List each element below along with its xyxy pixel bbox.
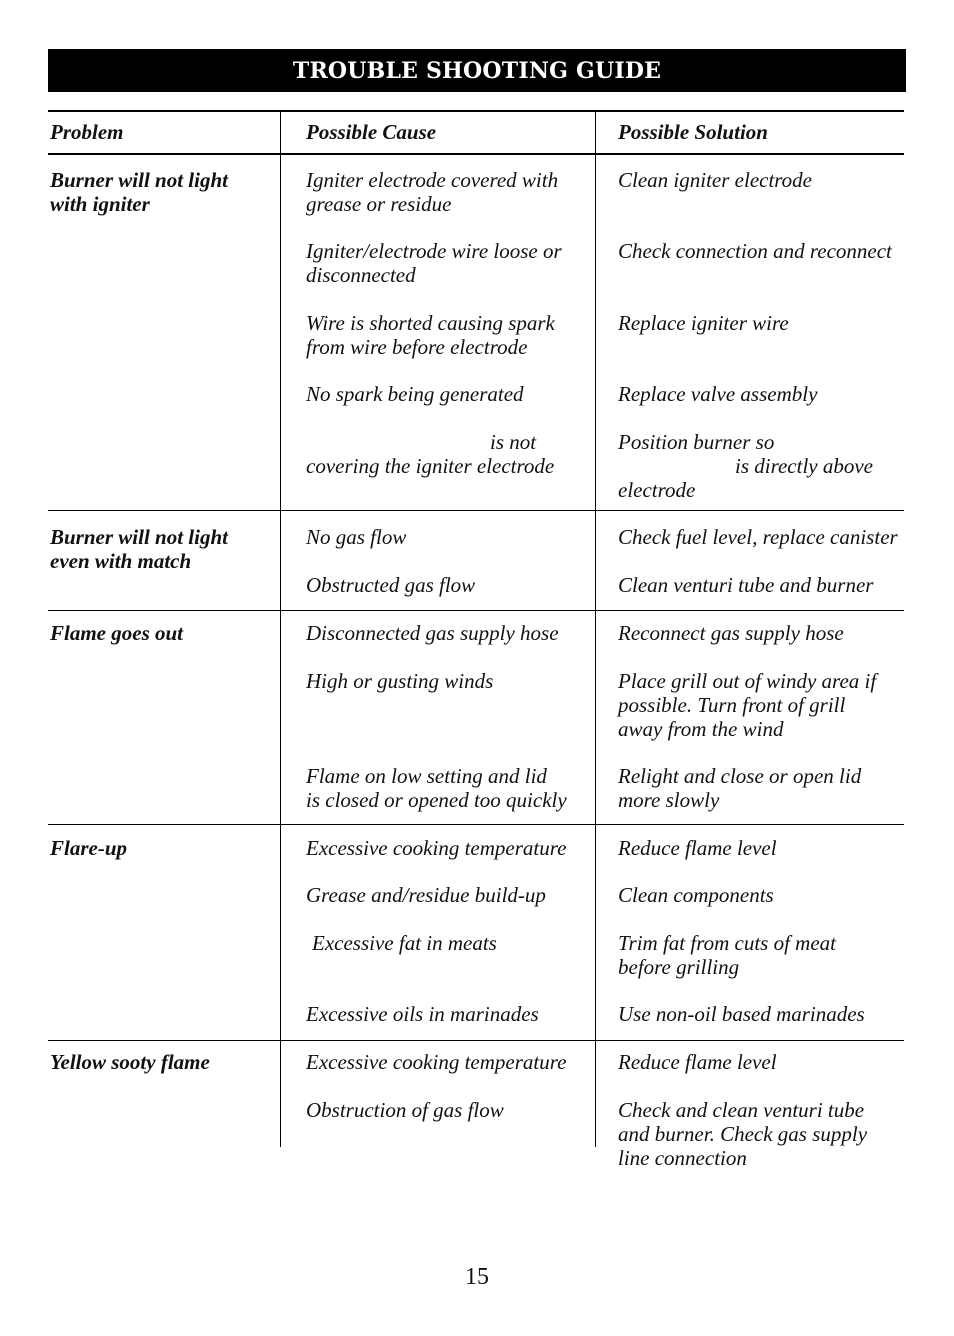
page-number: 15	[465, 1264, 489, 1290]
header-problem: Problem	[50, 120, 124, 144]
cause-cell: Excessive oils in marinades	[306, 1002, 539, 1026]
cause-cell: Grease and/residue build-up	[306, 883, 546, 907]
solution-cell: Position burner so is directly above electrode	[618, 430, 874, 502]
section-divider	[48, 610, 904, 611]
section-divider	[48, 1040, 904, 1041]
solution-cell: Reduce flame level	[618, 836, 777, 860]
cause-cell: is not covering the igniter electrode	[306, 430, 555, 478]
solution-cell: Relight and close or open lid more slowly	[618, 764, 862, 812]
problem-cell: Flare-up	[50, 836, 128, 860]
column-divider	[280, 111, 281, 1147]
solution-cell: Reduce flame level	[618, 1050, 777, 1074]
header-bottom-rule	[48, 153, 904, 155]
cause-cell: High or gusting winds	[306, 669, 494, 693]
cause-cell: Excessive cooking temperature	[306, 1050, 567, 1074]
header-cause: Possible Cause	[306, 120, 437, 144]
solution-cell: Check and clean venturi tube and burner. Check gas supply line connection	[618, 1098, 868, 1170]
cause-cell: Excessive cooking temperature	[306, 836, 567, 860]
cause-cell: Obstruction of gas flow	[306, 1098, 504, 1122]
solution-cell: Clean venturi tube and burner	[618, 573, 874, 597]
cause-cell: No gas flow	[306, 525, 407, 549]
cause-cell: Igniter/electrode wire loose or disconnected	[306, 239, 562, 287]
page-title: TROUBLE SHOOTING GUIDE	[48, 49, 906, 92]
solution-cell: Place grill out of windy area if possible. Turn front of grill away from the wind	[618, 669, 877, 741]
problem-cell: Flame goes out	[50, 621, 184, 645]
cause-cell: Obstructed gas flow	[306, 573, 476, 597]
cause-cell: Disconnected gas supply hose	[306, 621, 559, 645]
cause-cell: Wire is shorted causing spark from wire before electrode	[306, 311, 555, 359]
solution-cell: Use non-oil based marinades	[618, 1002, 865, 1026]
solution-cell: Clean components	[618, 883, 774, 907]
section-divider	[48, 510, 904, 511]
section-divider	[48, 824, 904, 825]
problem-cell: Burner will not light even with match	[50, 525, 228, 573]
solution-cell: Check connection and reconnect	[618, 239, 892, 263]
solution-cell: Reconnect gas supply hose	[618, 621, 844, 645]
header-solution: Possible Solution	[618, 120, 768, 144]
problem-cell: Yellow sooty flame	[50, 1050, 210, 1074]
problem-cell: Burner will not light with igniter	[50, 168, 228, 216]
solution-cell: Replace valve assembly	[618, 382, 818, 406]
column-divider	[595, 111, 596, 1147]
table-top-rule	[48, 110, 904, 112]
solution-cell: Clean igniter electrode	[618, 168, 813, 192]
cause-cell: Excessive fat in meats	[312, 931, 497, 955]
solution-cell: Check fuel level, replace canister	[618, 525, 898, 549]
cause-cell: No spark being generated	[306, 382, 524, 406]
cause-cell: Flame on low setting and lid is closed or opened too quickly	[306, 764, 567, 812]
solution-cell: Trim fat from cuts of meat before grilling	[618, 931, 836, 979]
solution-cell: Replace igniter wire	[618, 311, 789, 335]
cause-cell: Igniter electrode covered with grease or residue	[306, 168, 559, 216]
